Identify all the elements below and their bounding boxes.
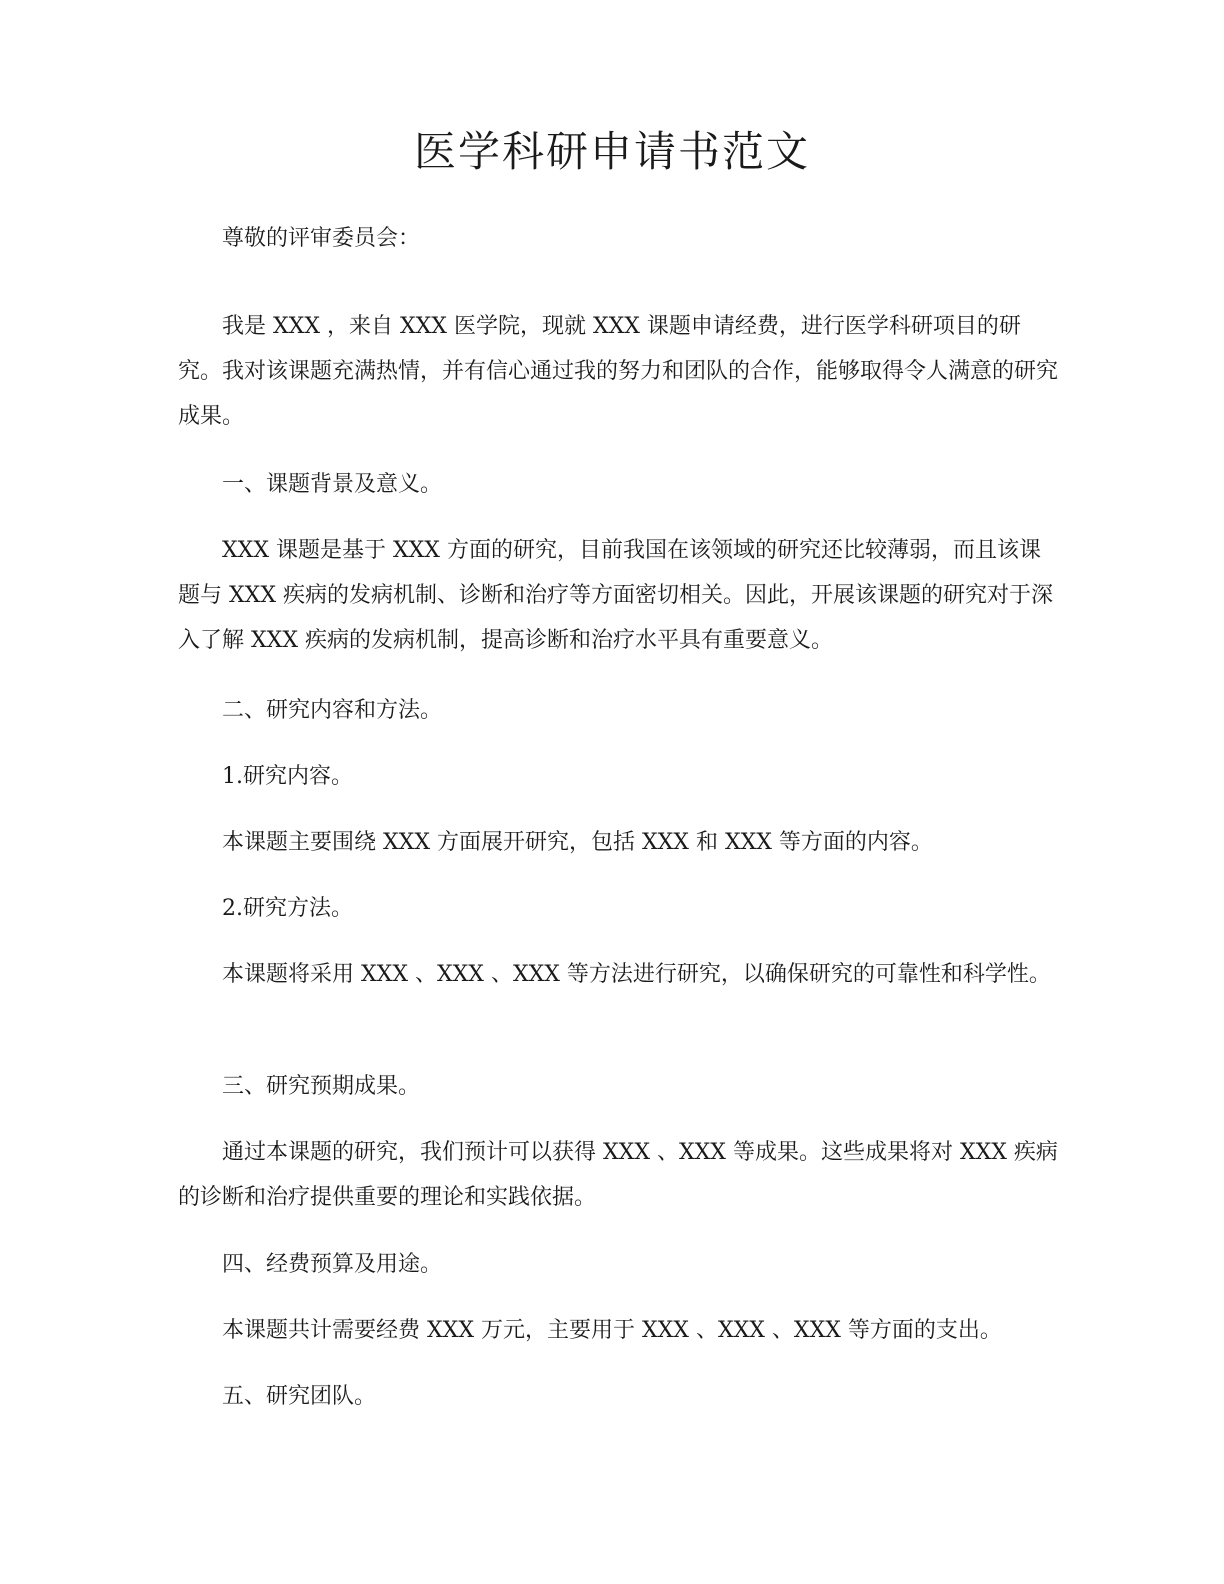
research-content-paragraph: 本课题主要围绕 XXX 方面展开研究，包括 XXX 和 XXX 等方面的内容。 [222, 830, 933, 855]
budget-paragraph: 本课题共计需要经费 XXX 万元，主要用于 XXX 、XXX 、XXX 等方面的支出。 [222, 1318, 1002, 1343]
section-heading-team: 五、研究团队。 [222, 1384, 377, 1409]
document-title: 医学科研申请书范文 [413, 127, 810, 176]
section-heading-background: 一、课题背景及意义。 [222, 472, 443, 497]
expected-results-paragraph: 通过本课题的研究，我们预计可以获得 XXX 、XXX 等成果。这些成果将对 XXX 疾病的诊断和治疗提供重要的理论和实践依据。 [178, 1140, 1058, 1210]
salutation: 尊敬的评审委员会： [222, 226, 421, 251]
subheading-research-method: 2.研究方法。 [222, 896, 353, 921]
intro-paragraph: 我是 XXX ，来自 XXX 医学院，现就 XXX 课题申请经费，进行医学科研项目的研究。我对该课题充满热情，并有信心通过我的努力和团队的合作，能够取得令人满意的研究成果。 [178, 314, 1059, 429]
subheading-research-content: 1.研究内容。 [222, 764, 353, 789]
section-heading-budget: 四、经费预算及用途。 [222, 1252, 443, 1277]
section-heading-content-method: 二、研究内容和方法。 [222, 698, 443, 723]
background-paragraph: XXX 课题是基于 XXX 方面的研究，目前我国在该领域的研究还比较薄弱，而且该课题与 XXX 疾病的发病机制、诊断和治疗等方面密切相关。因此，开展该课题的研究对于深入了解 XXX 疾病的发病机制，提高诊断和治疗水平具有重要意义。 [178, 538, 1053, 653]
section-heading-expected-results: 三、研究预期成果。 [222, 1074, 421, 1099]
research-method-paragraph: 本课题将采用 XXX 、XXX 、XXX 等方法进行研究，以确保研究的可靠性和科学性。 [222, 962, 1051, 987]
